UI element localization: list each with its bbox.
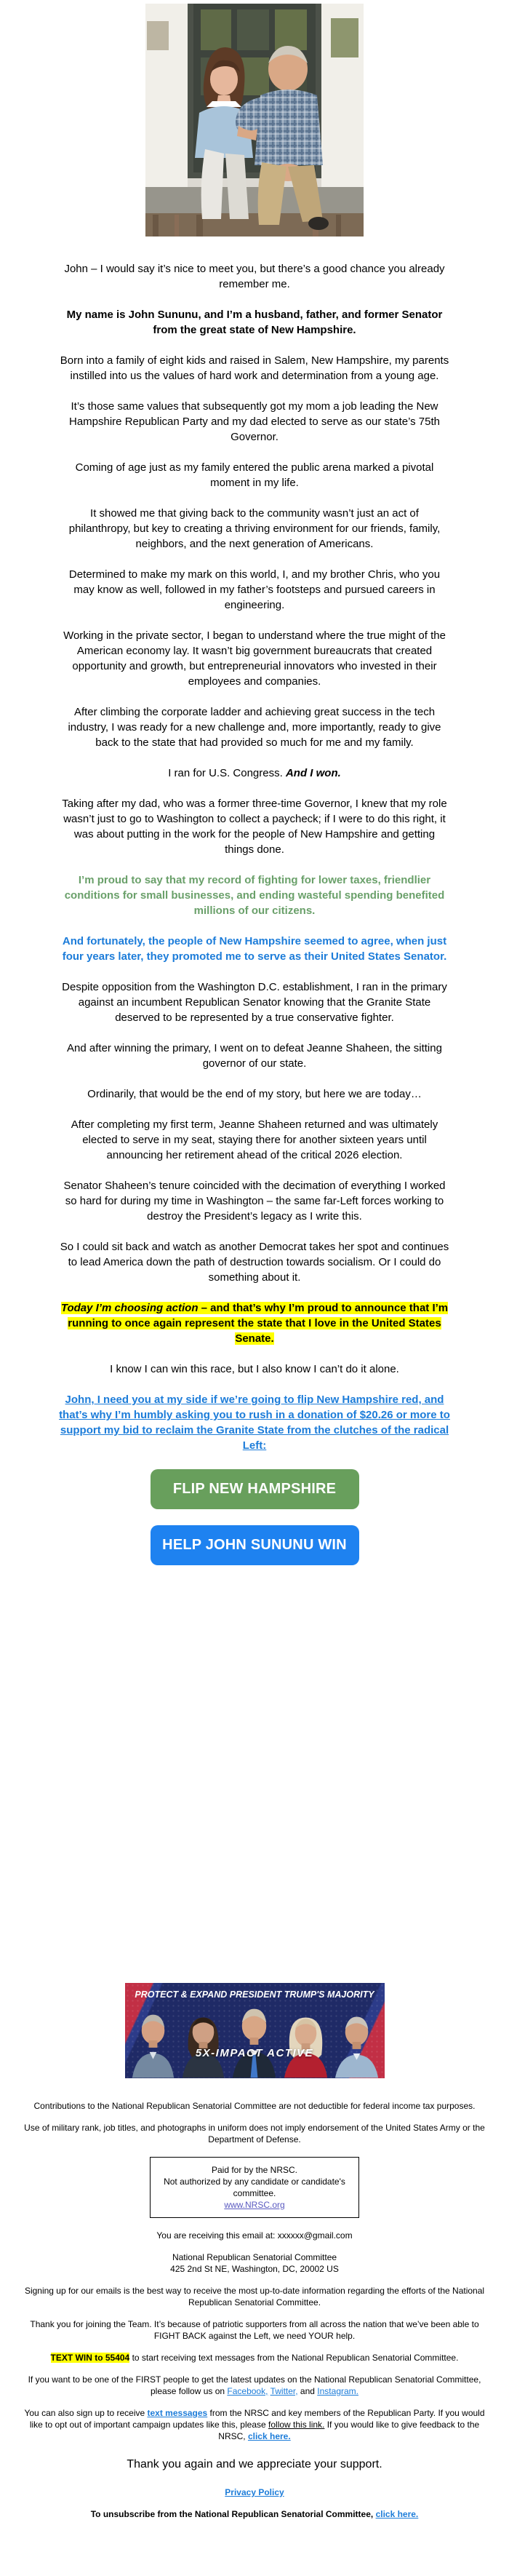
text-run: Contributions to the National Republican Senatorial Committee are not deductible for federal income tax purposes.	[33, 2101, 476, 2111]
banner-candidate-photos	[125, 2005, 385, 2078]
paragraph	[58, 1361, 451, 1377]
not-authorized-line: Not authorized by any candidate or candidate's committee.	[164, 2177, 345, 2198]
banner-person-1	[128, 2008, 178, 2078]
paid-for-disclaimer-box	[150, 2157, 359, 2218]
unsubscribe-link[interactable]: click here.	[375, 2509, 419, 2519]
text-run: Ordinarily, that would be the end of my story, but here we are today…	[87, 1088, 422, 1100]
text-run: Signing up for our emails is the best way to receive the most up-to-date information regarding the efforts of the National Republican Senatorial Committee.	[24, 2286, 485, 2307]
text-run: TEXT WIN to 55404	[50, 2353, 130, 2363]
text-run: Despite opposition from the Washington D.C. establishment, I ran in the primary against an incumbent Republican Senator knowing that the Granite State deserved to be represented by a true conservative fighter.	[62, 981, 447, 1024]
footer-disclaimers	[22, 2100, 487, 2145]
paragraph	[58, 1392, 451, 1453]
opt-out-link[interactable]: follow this link.	[268, 2420, 325, 2430]
text-run: 425 2nd St NE, Washington, DC, 20002 US	[170, 2264, 339, 2274]
text-run: I’m proud to say that my record of fighting for lower taxes, friendlier conditions for small businesses, and ending wasteful spending benefited millions of our citizens.	[64, 874, 445, 917]
twitter-link[interactable]: Twitter,	[270, 2386, 298, 2396]
feedback-link[interactable]: click here.	[247, 2431, 291, 2441]
facebook-link[interactable]: Facebook,	[227, 2386, 268, 2396]
text-run: I know I can win this race, but I also know I can’t do it alone.	[110, 1363, 399, 1375]
text-run: to start receiving text messages from the National Republican Senatorial Committee.	[129, 2353, 459, 2363]
text-run: If you want to be one of the FIRST people to get the latest updates on the National Republican Senatorial Committee, please follow us on	[28, 2374, 481, 2396]
text-run: Thank you for joining the Team. It’s because of patriotic supporters from all across the nation that we’ve been able to FIGHT BACK against the Left, we need YOUR help.	[30, 2319, 479, 2341]
text-run: If you would like to give feedback to the NRSC,	[218, 2420, 480, 2441]
text-run: Determined to make my mark on this world, I, and my brother Chris, who you may know as well, followed in my father’s footsteps and pursued careers in engineering.	[68, 568, 441, 611]
paragraph	[22, 2486, 487, 2498]
text-run: Thank you again and we appreciate your support.	[127, 2458, 382, 2470]
banner-person-2	[178, 2005, 228, 2078]
paragraph	[22, 2407, 487, 2442]
text-run: So I could sit back and watch as another Democrat takes her spot and continues to lead America down the path of destruction towards socialism. Or I could do something about it.	[60, 1241, 449, 1284]
paragraph	[58, 796, 451, 857]
text-run: You are receiving this email at: xxxxxx@gmail.com	[156, 2230, 353, 2241]
paragraph	[22, 2318, 487, 2342]
text-run: John – I would say it’s nice to meet you, but there’s a good chance you already remember me.	[64, 263, 445, 290]
paragraph	[22, 2230, 487, 2241]
email-footer	[22, 2100, 487, 2520]
paragraph	[58, 1300, 451, 1346]
text-run: And I won.	[285, 767, 341, 779]
paragraph	[58, 261, 451, 292]
text-run: Coming of age just as my family entered the public arena marked a pivotal moment in my life.	[75, 461, 434, 489]
hero-photo-illustration	[145, 4, 364, 236]
text-run: Born into a family of eight kids and raised in Salem, New Hampshire, my parents instilled into us the values of hard work and determination from a young age.	[60, 354, 449, 382]
text-run: It showed me that giving back to the community wasn’t just an act of philanthropy, but key to creating a thriving environment for our friends, family, neighbors, and the next generation of Americans.	[68, 507, 441, 550]
text-run: I ran for U.S. Congress.	[168, 767, 286, 779]
text-run: And after winning the primary, I went on to defeat Jeanne Shaheen, the sitting governor of our state.	[67, 1042, 442, 1070]
instagram-link[interactable]: Instagram.	[317, 2386, 358, 2396]
text-run: – and that’s why I’m proud to announce that I’m running to once again represent the state that I love in the United States Senate.	[68, 1302, 449, 1345]
paragraph	[58, 1239, 451, 1285]
banner-person-5	[332, 2010, 382, 2078]
paragraph	[58, 1178, 451, 1224]
paragraph	[22, 2508, 487, 2520]
whitespace-spacer	[0, 1581, 509, 1983]
text-run: And fortunately, the people of New Hampshire seemed to agree, when just four years later, they promoted me to serve as their United States Senator.	[62, 935, 447, 963]
banner-person-3	[228, 2003, 280, 2078]
text-run: It’s those same values that subsequently got my mom a job leading the New Hampshire Republican Party and my dad elected to serve as our state’s 75th Governor.	[69, 400, 440, 443]
banner-headline: PROTECT & EXPAND PRESIDENT TRUMP'S MAJORITY	[135, 1989, 374, 2000]
letter-body	[58, 261, 451, 1453]
text-run: Taking after my dad, who was a former three-time Governor, I knew that my role wasn’t just to go to Washington to collect a paycheck; if I were to do this right, it was about putting in the work for the people of New Hampshire and getting things done.	[62, 798, 447, 856]
text-messages-link[interactable]: text messages	[147, 2408, 208, 2418]
paragraph	[58, 1086, 451, 1102]
privacy-policy-link[interactable]: Privacy Policy	[225, 2487, 284, 2497]
text-run: My name is John Sununu, and I’m a husband, father, and former Senator from the great state of New Hampshire.	[66, 309, 443, 336]
paragraph	[58, 979, 451, 1025]
banner-person-4	[280, 2005, 332, 2078]
text-run: National Republican Senatorial Committee	[172, 2252, 337, 2262]
donation-link[interactable]: John, I need you at my side if we’re going to flip New Hampshire red, and that’s why I’m humbly asking you to rush in a donation of $20.26 or more to support my bid to reclaim the Granite State from the clutches of the radical Left:	[59, 1394, 450, 1452]
paragraph	[58, 567, 451, 613]
email-body	[0, 4, 509, 2574]
text-run: Today I’m choosing action	[60, 1302, 199, 1314]
text-run: After climbing the corporate ladder and achieving great success in the tech industry, I was ready for a new challenge and, more importantly, ready to give back to the state that had provided so much for me and my family.	[68, 706, 441, 749]
nrsc-majority-banner[interactable]	[125, 1983, 385, 2078]
paragraph	[58, 506, 451, 552]
paragraph	[58, 1041, 451, 1071]
paid-for-line: Paid for by the NRSC.	[211, 2165, 298, 2175]
text-run: You can also sign up to receive	[24, 2408, 148, 2418]
paragraph	[22, 2457, 487, 2472]
paragraph	[58, 872, 451, 918]
paragraph	[22, 2100, 487, 2112]
hero-photo	[145, 4, 364, 236]
footer-info	[22, 2230, 487, 2520]
paragraph	[58, 460, 451, 490]
paragraph	[22, 2285, 487, 2308]
paragraph	[58, 628, 451, 689]
paragraph	[22, 2122, 487, 2145]
text-run: and	[297, 2386, 318, 2396]
text-run: from the NRSC and key members of the Republican Party. If you would like to opt out of important campaign updates like this, please	[29, 2408, 485, 2430]
help-john-sununu-win-button[interactable]: HELP JOHN SUNUNU WIN	[151, 1525, 359, 1565]
paragraph	[58, 1117, 451, 1163]
text-run: After completing my first term, Jeanne Shaheen returned and was ultimately elected to serve in my seat, staying there for another sixteen years until announcing her retirement ahead of the critical 2026 election.	[71, 1118, 438, 1161]
paragraph	[58, 704, 451, 750]
nrsc-link-line	[158, 2199, 351, 2211]
paragraph	[58, 307, 451, 338]
banner-badge: 5X-IMPACT ACTIVE	[195, 2047, 314, 2059]
flip-new-hampshire-button[interactable]: FLIP NEW HAMPSHIRE	[151, 1469, 359, 1509]
cta-buttons	[0, 1469, 509, 1565]
paragraph	[58, 399, 451, 445]
paragraph	[58, 934, 451, 964]
text-run: Use of military rank, job titles, and photographs in uniform does not imply endorsement of the United States Army or the Department of Defense.	[24, 2123, 485, 2144]
paragraph	[22, 2251, 487, 2275]
nrsc-org-link[interactable]: www.NRSC.org	[224, 2200, 285, 2210]
paragraph	[22, 2374, 487, 2397]
paragraph	[22, 2352, 487, 2364]
text-run: To unsubscribe from the National Republican Senatorial Committee,	[90, 2509, 376, 2519]
text-run: Senator Shaheen’s tenure coincided with the decimation of everything I worked so hard for during my time in Washington – the same far-Left forces working to destroy the President’s legacy as I write this.	[63, 1180, 446, 1223]
paragraph	[58, 353, 451, 383]
paragraph	[58, 766, 451, 781]
text-run: Working in the private sector, I began to understand where the true might of the American economy lay. It wasn’t big government bureaucrats that created opportunity and growth, but entrepreneurial innovators who invested in their employees and companies.	[63, 629, 446, 688]
